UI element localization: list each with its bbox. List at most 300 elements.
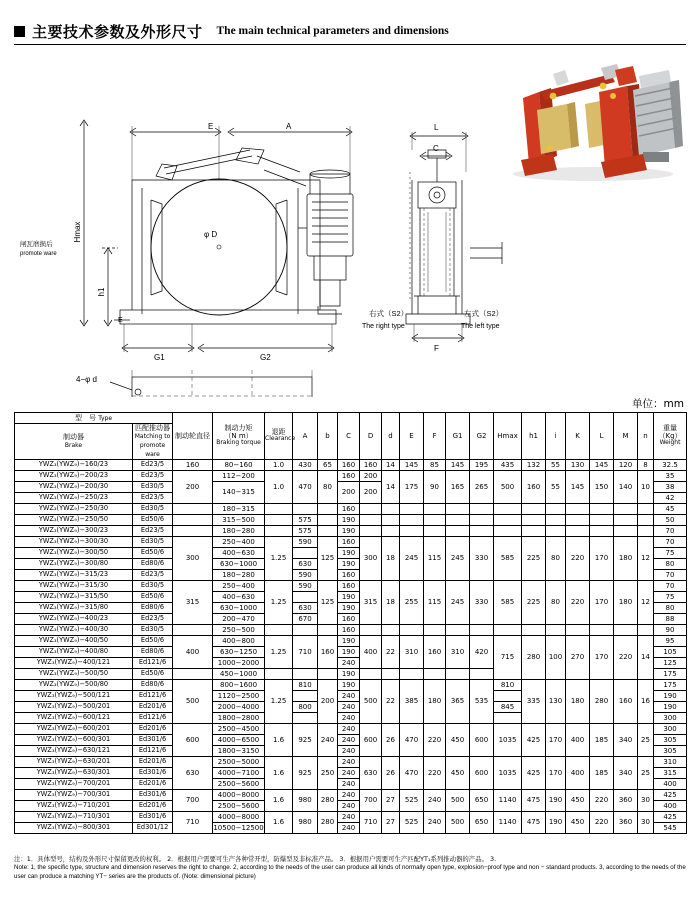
th-C: C: [338, 413, 360, 460]
cell-K: 220: [566, 536, 590, 580]
cell-motor: Ed301/6: [133, 789, 173, 800]
cell-b: [318, 514, 338, 525]
cell-model: YWZ₃(YWZ₉)−300/30: [15, 536, 133, 547]
label-F: F: [434, 344, 439, 353]
cell-d: 14: [382, 470, 400, 503]
cell-D: [360, 668, 382, 679]
th-G2: G2: [470, 413, 494, 460]
cell-n: 30: [638, 789, 654, 811]
cell-K: 180: [566, 679, 590, 723]
cell-model: YWZ₃(YWZ₉)−630/201: [15, 756, 133, 767]
unit-note: 单位：mm: [632, 398, 684, 410]
cell-C: 240: [338, 822, 360, 833]
cell-L: [590, 503, 614, 514]
cell-G2: [470, 624, 494, 635]
cell-A: 590: [293, 580, 318, 591]
cell-M: [614, 503, 638, 514]
cell-C: 240: [338, 745, 360, 756]
cell-G2: [470, 514, 494, 525]
cell-model: YWZ₃(YWZ₉)−700/301: [15, 789, 133, 800]
label-left-cn: 左式（S2）: [464, 309, 504, 318]
cell-W: 50: [654, 514, 687, 525]
cell-W: 80: [654, 558, 687, 569]
label-right-en: The right type: [362, 323, 405, 330]
cell-L: 170: [590, 536, 614, 580]
cell-L: 170: [590, 580, 614, 624]
cell-K: 450: [566, 811, 590, 833]
cell-i: 190: [546, 811, 566, 833]
cell-model: YWZ₃(YWZ₉)−710/301: [15, 811, 133, 822]
cell-wheel: 600: [173, 723, 213, 756]
cell-torque: 2500−5600: [213, 800, 265, 811]
cell-G2: 535: [470, 679, 494, 723]
cell-motor: Ed30/5: [133, 481, 173, 492]
cell-motor: Ed50/6: [133, 591, 173, 602]
cell-h1: 335: [522, 679, 546, 723]
cell-torque: 250−400: [213, 580, 265, 591]
cell-A: 925: [293, 756, 318, 789]
cell-C: 240: [338, 800, 360, 811]
cell-A: [293, 624, 318, 635]
th-D: D: [360, 413, 382, 460]
cell-b: 125: [318, 580, 338, 624]
th-M: M: [614, 413, 638, 460]
cell-n: 30: [638, 811, 654, 833]
cell-torque: 4000−6500: [213, 734, 265, 745]
cell-torque: 630−1250: [213, 646, 265, 657]
cell-W: 35: [654, 470, 687, 481]
cell-G2: 600: [470, 723, 494, 756]
cell-E: 175: [400, 470, 424, 503]
label-Hmax: Hmax: [73, 221, 82, 243]
cell-n: [638, 624, 654, 635]
cell-K: [566, 514, 590, 525]
cell-i: 80: [546, 580, 566, 624]
cell-G2: [470, 525, 494, 536]
table-row: [15, 536, 687, 547]
cell-G1: 145: [446, 459, 470, 470]
cell-G1: 310: [446, 635, 470, 668]
cell-G2: 330: [470, 536, 494, 580]
cell-torque: 200−470: [213, 613, 265, 624]
cell-W: 70: [654, 525, 687, 536]
cell-F: 85: [424, 459, 446, 470]
cell-E: 385: [400, 679, 424, 723]
cell-W: 70: [654, 569, 687, 580]
th-i: i: [546, 413, 566, 460]
cell-n: 12: [638, 536, 654, 580]
cell-F: [424, 525, 446, 536]
cell-d: [382, 503, 400, 514]
cell-Hmax: [494, 690, 522, 701]
cell-h1: [522, 525, 546, 536]
cell-i: [546, 503, 566, 514]
cell-C: 190: [338, 558, 360, 569]
cell-C: 240: [338, 701, 360, 712]
cell-h1: 425: [522, 756, 546, 789]
cell-G1: [446, 668, 470, 679]
cell-b: 280: [318, 789, 338, 811]
cell-clearance: 1.25: [265, 679, 293, 723]
cell-d: [382, 624, 400, 635]
cell-clearance: 1.6: [265, 756, 293, 789]
cell-wheel: [173, 525, 213, 536]
cell-model: YWZ₃(YWZ₉)−300/23: [15, 525, 133, 536]
th-brake: 制动器 Brake: [15, 424, 133, 460]
cell-h1: 475: [522, 789, 546, 811]
cell-motor: Ed201/6: [133, 756, 173, 767]
cell-G1: 245: [446, 580, 470, 624]
cell-A: 810: [293, 679, 318, 690]
cell-h1: 475: [522, 811, 546, 833]
cell-W: 315: [654, 767, 687, 778]
cell-Hmax: 1140: [494, 789, 522, 811]
spec-table-wrap: [14, 412, 686, 834]
cell-A: 590: [293, 536, 318, 547]
cell-F: 240: [424, 811, 446, 833]
cell-K: 400: [566, 723, 590, 756]
label-A: A: [286, 122, 292, 131]
cell-C: 240: [338, 789, 360, 800]
cell-torque: 140−315: [213, 481, 265, 503]
cell-motor: Ed301/12: [133, 822, 173, 833]
cell-W: 75: [654, 591, 687, 602]
cell-E: 245: [400, 536, 424, 580]
cell-F: [424, 668, 446, 679]
cell-torque: 400−630: [213, 591, 265, 602]
cell-torque: 4000−8000: [213, 811, 265, 822]
cell-torque: 4000−7100: [213, 767, 265, 778]
cell-F: 180: [424, 679, 446, 723]
cell-Hmax: [494, 503, 522, 514]
cell-model: YWZ₃(YWZ₉)−315/50: [15, 591, 133, 602]
cell-motor: Ed121/6: [133, 657, 173, 668]
cell-D: 400: [360, 635, 382, 668]
cell-model: YWZ₃(YWZ₉)−300/80: [15, 558, 133, 569]
cell-n: 16: [638, 679, 654, 723]
cell-model: YWZ₃(YWZ₉)−400/50: [15, 635, 133, 646]
cell-A: 630: [293, 602, 318, 613]
cell-clearance: [265, 503, 293, 514]
cell-torque: 1120−2500: [213, 690, 265, 701]
table-row: [15, 470, 687, 481]
cell-D: 200: [360, 470, 382, 481]
cell-A: 710: [293, 635, 318, 668]
cell-W: 70: [654, 536, 687, 547]
cell-i: [546, 514, 566, 525]
cell-torque: 400−630: [213, 547, 265, 558]
cell-Hmax: 810: [494, 679, 522, 690]
cell-Hmax: 585: [494, 536, 522, 580]
cell-b: 160: [318, 635, 338, 668]
cell-n: [638, 503, 654, 514]
cell-E: [400, 668, 424, 679]
cell-W: 190: [654, 690, 687, 701]
cell-motor: Ed201/6: [133, 778, 173, 789]
cell-A: [293, 503, 318, 514]
cell-d: 27: [382, 789, 400, 811]
label-left-en: The left type: [461, 323, 500, 330]
cell-motor: Ed23/5: [133, 525, 173, 536]
cell-model: YWZ₃(YWZ₉)−400/121: [15, 657, 133, 668]
cell-Hmax: 435: [494, 459, 522, 470]
th-K: K: [566, 413, 590, 460]
cell-Hmax: 1140: [494, 811, 522, 833]
cell-K: [566, 525, 590, 536]
spec-table-body: [15, 459, 687, 833]
cell-C: 240: [338, 657, 360, 668]
cell-i: 55: [546, 470, 566, 503]
cell-motor: Ed23/5: [133, 470, 173, 481]
cell-W: 310: [654, 756, 687, 767]
label-L: L: [434, 123, 439, 132]
cell-motor: Ed50/6: [133, 668, 173, 679]
cell-torque: 2500−5000: [213, 756, 265, 767]
cell-clearance: 1.6: [265, 723, 293, 756]
cell-G1: 450: [446, 756, 470, 789]
page-title-cn: 主要技术参数及外形尺寸: [32, 22, 203, 41]
cell-model: YWZ₃(YWZ₉)−500/201: [15, 701, 133, 712]
cell-L: [590, 624, 614, 635]
cell-W: 90: [654, 624, 687, 635]
cell-D: 500: [360, 679, 382, 723]
cell-d: [382, 525, 400, 536]
cell-d: 18: [382, 580, 400, 624]
cell-h1: 425: [522, 723, 546, 756]
th-L: L: [590, 413, 614, 460]
cell-K: 400: [566, 756, 590, 789]
cell-Hmax: 845: [494, 701, 522, 712]
th-F: F: [424, 413, 446, 460]
cell-K: 130: [566, 459, 590, 470]
cell-L: 150: [590, 470, 614, 503]
cell-torque: 400−800: [213, 635, 265, 646]
cell-clearance: [265, 624, 293, 635]
cell-C: 240: [338, 756, 360, 767]
cell-E: 255: [400, 580, 424, 624]
cell-A: 575: [293, 514, 318, 525]
cell-model: YWZ₃(YWZ₉)−250/50: [15, 514, 133, 525]
cell-wheel: 160: [173, 459, 213, 470]
cell-motor: Ed23/5: [133, 613, 173, 624]
cell-motor: Ed301/6: [133, 767, 173, 778]
cell-A: 470: [293, 470, 318, 503]
cell-E: [400, 503, 424, 514]
cell-C: 190: [338, 635, 360, 646]
cell-M: 220: [614, 635, 638, 679]
cell-A: 800: [293, 701, 318, 712]
label-C: C: [433, 144, 439, 153]
cell-torque: 112−200: [213, 470, 265, 481]
cell-C: 240: [338, 811, 360, 822]
label-hole: 4−φ d: [76, 375, 97, 384]
cell-h1: [522, 624, 546, 635]
cell-d: 22: [382, 679, 400, 723]
cell-d: 27: [382, 811, 400, 833]
cell-b: 65: [318, 459, 338, 470]
cell-h1: 225: [522, 536, 546, 580]
cell-D: 200: [360, 481, 382, 503]
cell-W: 300: [654, 712, 687, 723]
cell-M: [614, 624, 638, 635]
cell-D: [360, 514, 382, 525]
cell-motor: Ed121/6: [133, 690, 173, 701]
cell-D: 700: [360, 789, 382, 811]
cell-motor: Ed301/6: [133, 811, 173, 822]
th-type: 型 号 Type: [15, 413, 173, 424]
cell-Hmax: [494, 712, 522, 723]
cell-M: 180: [614, 536, 638, 580]
cell-F: 160: [424, 635, 446, 668]
cell-C: 240: [338, 734, 360, 745]
label-phi-D: φ D: [204, 230, 218, 239]
cell-G2: [470, 503, 494, 514]
cell-F: 90: [424, 470, 446, 503]
cell-W: 95: [654, 635, 687, 646]
cell-model: YWZ₃(YWZ₉)−315/30: [15, 580, 133, 591]
table-row: [15, 811, 687, 822]
table-row: [15, 514, 687, 525]
cell-C: 160: [338, 470, 360, 481]
cell-W: 88: [654, 613, 687, 624]
cell-F: 115: [424, 580, 446, 624]
cell-G1: 365: [446, 679, 470, 723]
table-row: [15, 503, 687, 514]
cell-torque: 1000−2000: [213, 657, 265, 668]
cell-i: 170: [546, 723, 566, 756]
cell-n: 8: [638, 459, 654, 470]
footer-notes: [14, 855, 686, 882]
label-wear-en: promote ware: [20, 251, 57, 257]
cell-wheel: 500: [173, 679, 213, 723]
cell-D: 630: [360, 756, 382, 789]
cell-M: 120: [614, 459, 638, 470]
cell-A: 670: [293, 613, 318, 624]
cell-D: 315: [360, 580, 382, 624]
cell-D: [360, 525, 382, 536]
cell-C: 160: [338, 580, 360, 591]
cell-h1: 132: [522, 459, 546, 470]
cell-torque: 1800−2800: [213, 712, 265, 723]
cell-M: [614, 514, 638, 525]
cell-E: 525: [400, 811, 424, 833]
cell-G1: 500: [446, 811, 470, 833]
cell-i: 170: [546, 756, 566, 789]
cell-W: 305: [654, 745, 687, 756]
cell-D: [360, 503, 382, 514]
cell-b: [318, 525, 338, 536]
table-row: [15, 635, 687, 646]
cell-D: [360, 624, 382, 635]
cell-motor: Ed30/5: [133, 580, 173, 591]
cell-G1: [446, 503, 470, 514]
cell-h1: 280: [522, 635, 546, 679]
table-row: [15, 624, 687, 635]
cell-d: 18: [382, 536, 400, 580]
cell-wheel: 200: [173, 470, 213, 503]
cell-torque: 800−1600: [213, 679, 265, 690]
cell-M: [614, 525, 638, 536]
cell-K: [566, 624, 590, 635]
cell-G1: [446, 525, 470, 536]
cell-Hmax: 1035: [494, 756, 522, 789]
cell-F: 240: [424, 789, 446, 811]
cell-W: 545: [654, 822, 687, 833]
cell-b: 240: [318, 723, 338, 756]
cell-M: 340: [614, 756, 638, 789]
cell-C: 160: [338, 536, 360, 547]
cell-wheel: [173, 624, 213, 635]
label-right-cn: 右式（S2）: [369, 309, 409, 318]
cell-d: 14: [382, 459, 400, 470]
cell-W: 32.5: [654, 459, 687, 470]
cell-n: 25: [638, 723, 654, 756]
cell-clearance: [265, 668, 293, 679]
cell-n: 25: [638, 756, 654, 789]
cell-motor: Ed30/5: [133, 624, 173, 635]
cell-d: [382, 668, 400, 679]
cell-G1: 165: [446, 470, 470, 503]
cell-E: [400, 624, 424, 635]
cell-W: 45: [654, 503, 687, 514]
cell-n: [638, 514, 654, 525]
cell-i: [546, 525, 566, 536]
cell-d: [382, 514, 400, 525]
cell-K: 450: [566, 789, 590, 811]
note-cn: 注：1．具体型号，结构及外形尺寸保留更改的权利。 2．根据用户需要可生产各种常开型，防爆型及非标准产品。 3．根据用户需要可生产匹配YT₁系列推动器的产品。 3.: [14, 855, 497, 863]
cell-d: 26: [382, 756, 400, 789]
cell-h1: 160: [522, 470, 546, 503]
cell-A: 925: [293, 723, 318, 756]
cell-W: 425: [654, 811, 687, 822]
cell-K: 220: [566, 580, 590, 624]
table-row: [15, 723, 687, 734]
cell-model: YWZ₃(YWZ₉)−500/80: [15, 679, 133, 690]
th-weight: 重量 （Kg） Weight: [654, 413, 687, 460]
cell-model: YWZ₃(YWZ₉)−250/23: [15, 492, 133, 503]
cell-wheel: 300: [173, 536, 213, 580]
cell-b: [318, 624, 338, 635]
table-row: [15, 789, 687, 800]
cell-model: YWZ₃(YWZ₉)−315/80: [15, 602, 133, 613]
th-b: b: [318, 413, 338, 460]
cell-A: 980: [293, 789, 318, 811]
th-A: A: [293, 413, 318, 460]
th-wheel: 制动轮直径: [173, 413, 213, 460]
cell-F: 220: [424, 756, 446, 789]
cell-motor: Ed30/5: [133, 536, 173, 547]
label-E-small: E: [118, 317, 123, 324]
header-divider: [14, 44, 686, 45]
cell-motor: Ed201/6: [133, 701, 173, 712]
cell-F: 220: [424, 723, 446, 756]
cell-A: 430: [293, 459, 318, 470]
cell-C: 190: [338, 591, 360, 602]
cell-C: 160: [338, 459, 360, 470]
cell-clearance: 1.25: [265, 536, 293, 580]
cell-b: 280: [318, 811, 338, 833]
cell-C: 190: [338, 602, 360, 613]
cell-G2: [470, 668, 494, 679]
cell-wheel: [173, 514, 213, 525]
cell-wheel: 315: [173, 580, 213, 624]
cell-C: 240: [338, 723, 360, 734]
cell-A: 575: [293, 525, 318, 536]
cell-W: 175: [654, 668, 687, 679]
cell-model: YWZ₃(YWZ₉)−700/201: [15, 778, 133, 789]
cell-clearance: [265, 525, 293, 536]
cell-A: 980: [293, 811, 318, 833]
